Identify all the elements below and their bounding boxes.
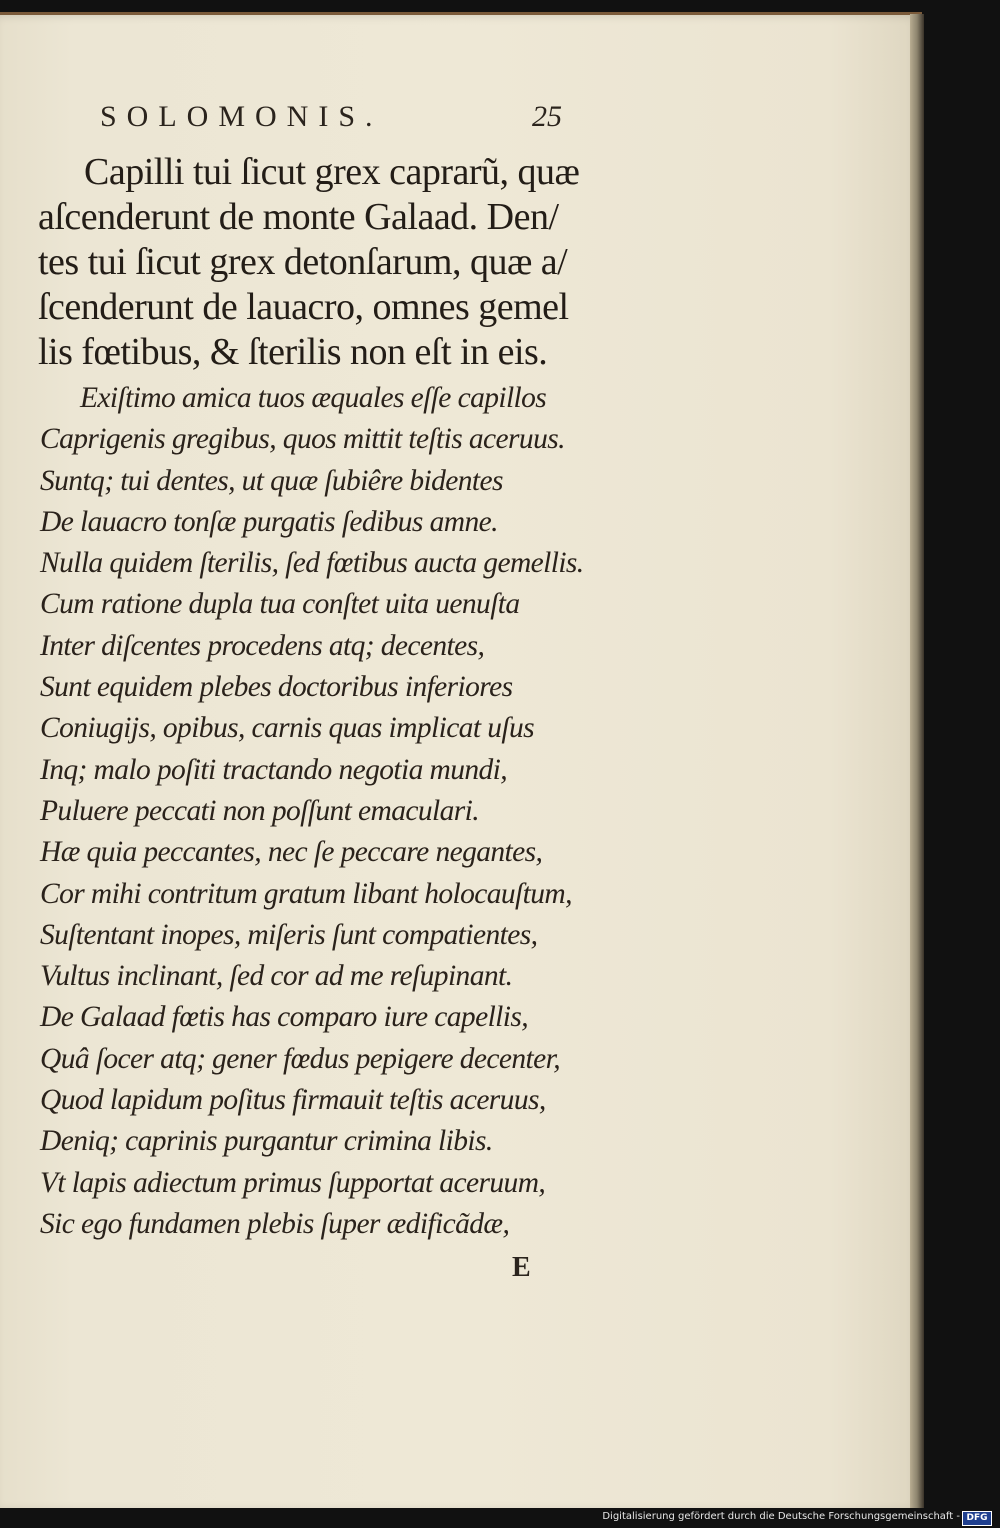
prose-block [38,150,623,375]
prose-line: tes tui ſicut grex detonſarum, quæ a/ [38,241,568,283]
verse-line: Puluere peccati non poſſunt emaculari. [40,794,479,827]
verse-line: Quâ ſocer atq; gener fœdus pepigere decenter, [40,1042,560,1075]
prose-line: Capilli tui ſicut grex caprarũ, quæ [84,151,580,193]
verse-line: Suſtentant inopes, miſeris ſunt compatientes, [40,918,538,951]
running-head: SOLOMONIS. [100,100,383,133]
verse-line: Inter diſcentes procedens atq; decentes, [40,629,485,662]
verse-line: Nulla quidem ſterilis, ſed fœtibus aucta gemellis. [40,547,584,580]
folio-number: 25 [532,100,562,133]
verse-line: Cum ratione dupla tua conſtet uita uenuſta [40,588,520,621]
prose-line: ſcenderunt de lauacro, omnes gemel [38,286,569,328]
verse-line: Sunt equidem plebes doctoribus inferiores [40,671,513,704]
verse-line: Quod lapidum poſitus firmauit teſtis aceruus, [40,1084,546,1117]
verse-line: Inq; malo poſiti tractando negotia mundi, [40,753,508,786]
funding-credit: Digitalisierung gefördert durch die Deutsche Forschungsgemeinschaft - [602,1511,960,1522]
verse-block [40,378,630,1245]
prose-line: aſcenderunt de monte Galaad. Den/ [38,196,559,238]
verse-line: Suntq; tui dentes, ut quæ ſubiêre bidentes [40,464,503,497]
verse-line: De Galaad fœtis has comparo iure capellis, [40,1001,529,1034]
verse-line: Caprigenis gregibus, quos mittit teſtis aceruus. [40,423,565,456]
verse-line: Vultus inclinant, ſed cor ad me reſupinant. [40,960,513,993]
dfg-logo-icon: DFG [962,1511,992,1526]
verse-line: Coniugijs, opibus, carnis quas implicat uſus [40,712,534,745]
verse-line: Sic ego fundamen plebis ſuper ædificãdæ, [40,1207,510,1240]
verse-line: Vt lapis adiectum primus ſupportat aceruum, [40,1166,546,1199]
verse-line: Hæ quia peccantes, nec ſe peccare negantes, [40,836,543,869]
page-header [100,100,580,140]
prose-line: lis fœtibus, & ſterilis non eſt in eis. [38,331,548,373]
signature-mark: E [512,1252,531,1283]
verse-line: Exiſtimo amica tuos æquales eſſe capillos [80,382,547,414]
verse-line: De lauacro tonſæ purgatis ſedibus amne. [40,505,498,538]
verse-line: Cor mihi contritum gratum libant holocauſtum, [40,877,572,910]
verse-line: Deniq; caprinis purgantur crimina libis. [40,1125,493,1158]
page-edge [910,14,924,1508]
